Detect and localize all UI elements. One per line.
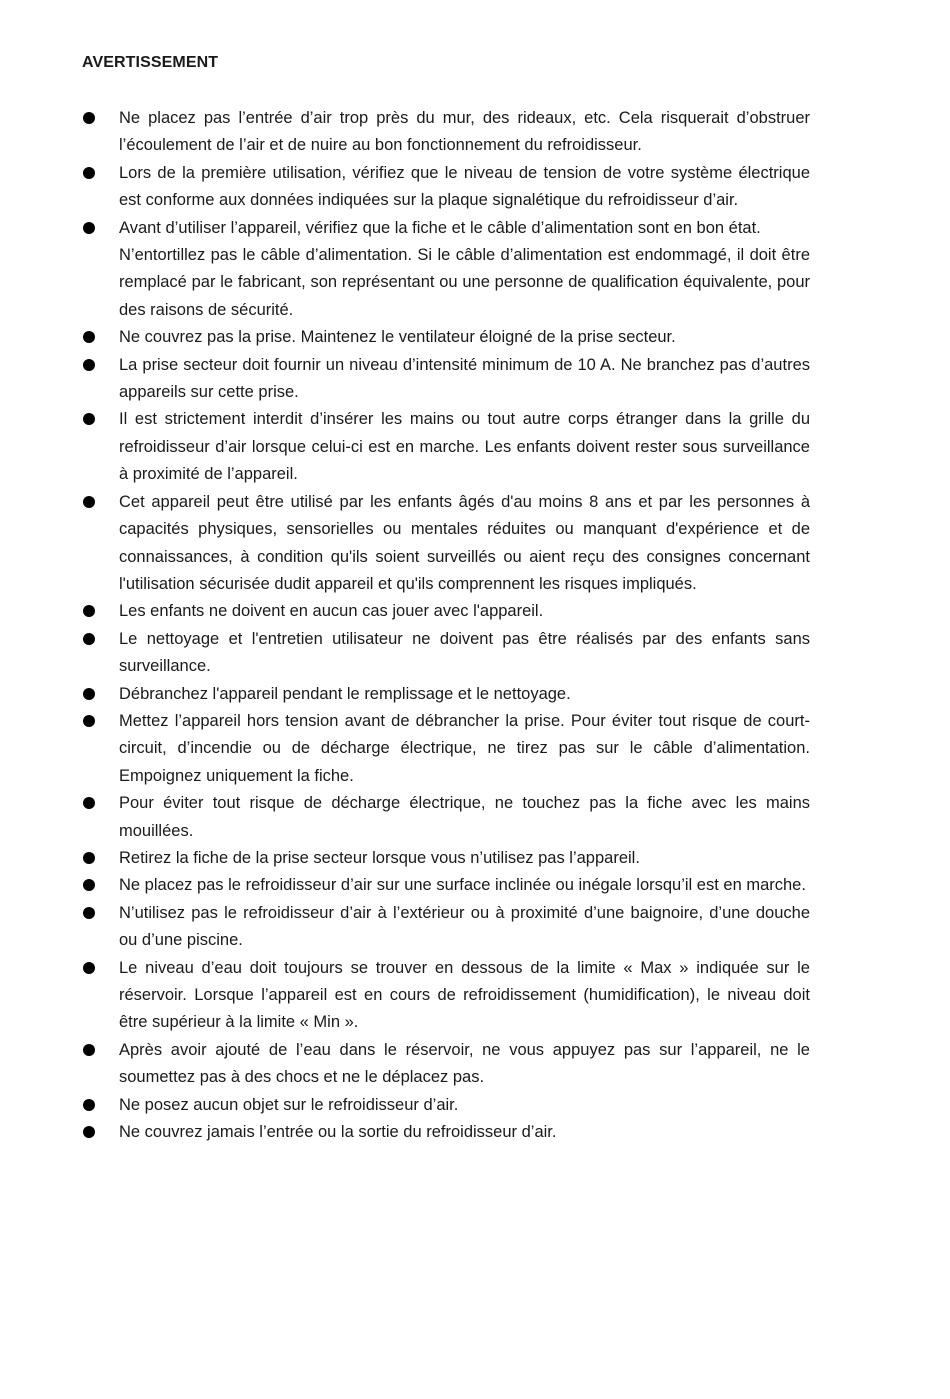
warning-item	[82, 872, 810, 899]
bullet-icon	[83, 797, 95, 809]
warning-item	[82, 1119, 810, 1146]
bullet-icon	[83, 167, 95, 179]
warning-text: Le nettoyage et l'entretien utilisateur ne doivent pas être réalisés par des enfants sans surveillance.	[119, 629, 810, 676]
warning-text: Cet appareil peut être utilisé par les enfants âgés d'au moins 8 ans et par les personnes à capacités physiques, sensorielles ou mentales réduites ou manquant d'expérience et de connaissances, à condition qu'ils soient surveillés ou aient reçu des consignes concernant l'utilisation sécurisée dudit appareil et qu'ils comprennent les risques impliqués.	[119, 492, 810, 593]
warning-item	[82, 160, 810, 215]
warning-text: Débranchez l'appareil pendant le remplissage et le nettoyage.	[119, 684, 571, 703]
warning-item	[82, 406, 810, 488]
warning-item	[82, 955, 810, 1037]
warning-item	[82, 1037, 810, 1092]
bullet-icon	[83, 879, 95, 891]
warning-text: Ne posez aucun objet sur le refroidisseur d’air.	[119, 1095, 459, 1114]
warning-text: Pour éviter tout risque de décharge électrique, ne touchez pas la fiche avec les mains mouillées.	[119, 794, 810, 840]
bullet-icon	[83, 359, 95, 371]
warning-text: N’utilisez pas le refroidisseur d’air à l’extérieur ou à proximité d’une baignoire, d’une douche ou d’une piscine.	[119, 903, 810, 950]
warning-text: Après avoir ajouté de l’eau dans le réservoir, ne vous appuyez pas sur l’appareil, ne le soumettez pas à des chocs et ne le déplacez pas.	[119, 1040, 810, 1087]
bullet-icon	[83, 331, 95, 343]
warning-list	[82, 105, 810, 1146]
warning-text: La prise secteur doit fournir un niveau d’intensité minimum de 10 A. Ne branchez pas d’autres appareils sur cette prise.	[119, 355, 810, 402]
warning-item	[82, 352, 810, 407]
warning-text: Le niveau d’eau doit toujours se trouver en dessous de la limite « Max » indiquée sur le réservoir. Lorsque l’appareil est en cours de refroidissement (humidification), le niveau doit être supérieur à la limite « Min ».	[119, 958, 810, 1032]
warning-text: Lors de la première utilisation, vérifiez que le niveau de tension de votre système électrique est conforme aux données indiquées sur la plaque signalétique du refroidisseur d’air.	[119, 163, 810, 210]
warning-item	[82, 215, 810, 325]
warning-text: Ne couvrez pas la prise. Maintenez le ventilateur éloigné de la prise secteur.	[119, 328, 676, 347]
warning-text: Les enfants ne doivent en aucun cas jouer avec l'appareil.	[119, 602, 544, 621]
bullet-icon	[83, 688, 95, 700]
warning-item	[82, 790, 810, 845]
bullet-icon	[83, 715, 95, 727]
warning-text: Ne placez pas l’entrée d’air trop près du mur, des rideaux, etc. Cela risquerait d’obstruer l’écoulement de l’air et de nuire au bon fonctionnement du refroidisseur.	[119, 109, 810, 155]
warning-item	[82, 900, 810, 955]
bullet-icon	[83, 496, 95, 508]
page-title: AVERTISSEMENT	[82, 54, 219, 71]
bullet-icon	[83, 907, 95, 919]
warning-item	[82, 626, 810, 681]
bullet-icon	[83, 413, 95, 425]
warning-item	[82, 105, 810, 160]
warning-text: Ne couvrez jamais l’entrée ou la sortie du refroidisseur d’air.	[119, 1123, 557, 1142]
warning-text: Mettez l’appareil hors tension avant de débrancher la prise. Pour éviter tout risque de court-circuit, d’incendie ou de décharge électrique, ne tirez pas sur le câble d’alimentation. Empoignez uniquement la fiche.	[119, 711, 810, 785]
bullet-icon	[83, 1126, 95, 1138]
warning-item	[82, 489, 810, 599]
bullet-icon	[83, 633, 95, 645]
bullet-icon	[83, 1099, 95, 1111]
bullet-icon	[83, 1044, 95, 1056]
bullet-icon	[83, 852, 95, 864]
warning-item	[82, 1092, 810, 1119]
warning-text: Il est strictement interdit d’insérer les mains ou tout autre corps étranger dans la grille du refroidisseur d’air lorsque celui-ci est en marche. Les enfants doivent rester sous surveillance à proximité de l’appareil.	[119, 410, 810, 484]
warning-item	[82, 598, 810, 625]
warning-text: Ne placez pas le refroidisseur d’air sur une surface inclinée ou inégale lorsqu’il est en marche.	[119, 876, 806, 895]
warning-item	[82, 681, 810, 708]
warning-text: Avant d’utiliser l’appareil, vérifiez que la fiche et le câble d’alimentation sont en bon état.	[119, 218, 761, 237]
bullet-icon	[83, 112, 95, 124]
bullet-icon	[83, 962, 95, 974]
warning-item	[82, 324, 810, 351]
warning-text: N’entortillez pas le câble d’alimentation. Si le câble d’alimentation est endommagé, il doit être remplacé par le fabricant, son représentant ou une personne de qualification équivalente, pour des raisons de sécurité.	[119, 246, 810, 319]
warning-item	[82, 708, 810, 790]
warning-text: Retirez la fiche de la prise secteur lorsque vous n’utilisez pas l’appareil.	[119, 848, 640, 867]
bullet-icon	[83, 222, 95, 234]
warning-item	[82, 845, 810, 872]
bullet-icon	[83, 605, 95, 617]
